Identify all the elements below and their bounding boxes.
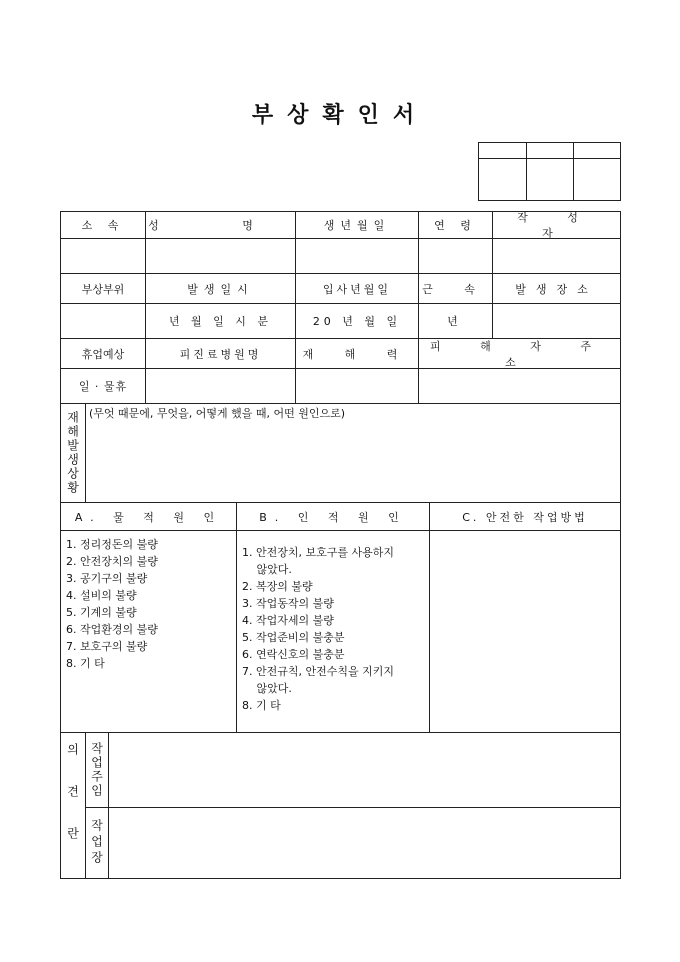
- list-item: 8. 기 타: [66, 657, 105, 670]
- approval-header-cell: [526, 142, 574, 159]
- author-field[interactable]: [492, 238, 621, 274]
- list-item: 2. 안전장치의 불량: [66, 555, 158, 568]
- birthdate-field[interactable]: [295, 238, 419, 274]
- list-item: 않았다.: [242, 682, 292, 695]
- occurrence-time-field[interactable]: 년 월 일 시 분: [145, 303, 296, 339]
- foreman-opinion-field[interactable]: [108, 732, 621, 808]
- list-item: 5. 기계의 불량: [66, 606, 137, 619]
- label-expected-leave: 휴업예상: [60, 338, 146, 369]
- accident-situation-field[interactable]: [85, 403, 621, 503]
- name-field[interactable]: [145, 238, 296, 274]
- list-item: 7. 보호구의 불량: [66, 640, 148, 653]
- label-site-manager: 작업장: [85, 807, 109, 879]
- label-leave-days: 일 · 물휴: [60, 368, 146, 404]
- approval-sign-cell[interactable]: [573, 158, 621, 201]
- victim-address-field[interactable]: [418, 368, 621, 404]
- label-opinion: 의견란: [60, 732, 86, 879]
- label-tenure: 근 속: [418, 273, 493, 304]
- header-physical-cause: A. 물 적 원 인: [60, 502, 237, 531]
- list-item: 4. 작업자세의 불량: [242, 614, 334, 627]
- approval-header-cell: [478, 142, 527, 159]
- label-name: 성 명: [145, 211, 296, 239]
- label-accident-situation: 재해발생상황: [60, 403, 86, 503]
- approval-header-cell: [573, 142, 621, 159]
- label-author: 작 성 자: [492, 211, 621, 239]
- approval-sign-cell[interactable]: [526, 158, 574, 201]
- list-item: 5. 작업준비의 불충분: [242, 631, 345, 644]
- list-item: 1. 안전장치, 보호구를 사용하지: [242, 546, 394, 559]
- tenure-field[interactable]: 년: [418, 303, 493, 339]
- list-item: 3. 작업동작의 불량: [242, 597, 334, 610]
- list-item: 7. 안전규칙, 안전수칙을 지키지: [242, 665, 394, 678]
- label-age: 연 령: [418, 211, 493, 239]
- label-occurrence-place: 발생장소: [492, 273, 621, 304]
- label-occurrence-time: 발생일시: [145, 273, 296, 304]
- approval-sign-cell[interactable]: [478, 158, 527, 201]
- physical-cause-list: [66, 536, 158, 672]
- accident-hint: (무엇 때문에, 무엇을, 어떻게 했을 때, 어떤 원인으로): [89, 407, 346, 420]
- injury-part-field[interactable]: [60, 303, 146, 339]
- page-title: 부상확인서: [251, 103, 429, 128]
- safe-method-field[interactable]: [429, 530, 621, 733]
- list-item: 6. 연락신호의 불충분: [242, 648, 345, 661]
- label-hire-date: 입사년월일: [295, 273, 419, 304]
- label-foreman: 작업주임: [85, 732, 109, 808]
- site-manager-opinion-field[interactable]: [108, 807, 621, 879]
- label-birthdate: 생년월일: [295, 211, 419, 239]
- label-injury-part: 부상부위: [60, 273, 146, 304]
- accident-history-field[interactable]: [295, 368, 419, 404]
- list-item: 2. 복장의 불량: [242, 580, 313, 593]
- list-item: 6. 작업환경의 불량: [66, 623, 158, 636]
- list-item: 않았다.: [242, 563, 292, 576]
- header-human-cause: B. 인 적 원 인: [236, 502, 430, 531]
- hospital-field[interactable]: [145, 368, 296, 404]
- list-item: 8. 기 타: [242, 699, 281, 712]
- hire-date-field[interactable]: 20 년 월 일: [295, 303, 419, 339]
- list-item: 4. 설비의 불량: [66, 589, 137, 602]
- list-item: 3. 공기구의 불량: [66, 572, 148, 585]
- header-safe-method: C. 안전한 작업방법: [429, 502, 621, 531]
- label-hospital: 피진료병원명: [145, 338, 296, 369]
- human-cause-list: [242, 544, 394, 714]
- affiliation-field[interactable]: [60, 238, 146, 274]
- occurrence-place-field[interactable]: [492, 303, 621, 339]
- label-accident-history: 재 해 력: [295, 338, 419, 369]
- age-field[interactable]: [418, 238, 493, 274]
- label-affiliation: 소 속: [60, 211, 146, 239]
- label-victim-address: 피 해 자 주 소: [418, 338, 621, 369]
- list-item: 1. 정리정돈의 불량: [66, 538, 158, 551]
